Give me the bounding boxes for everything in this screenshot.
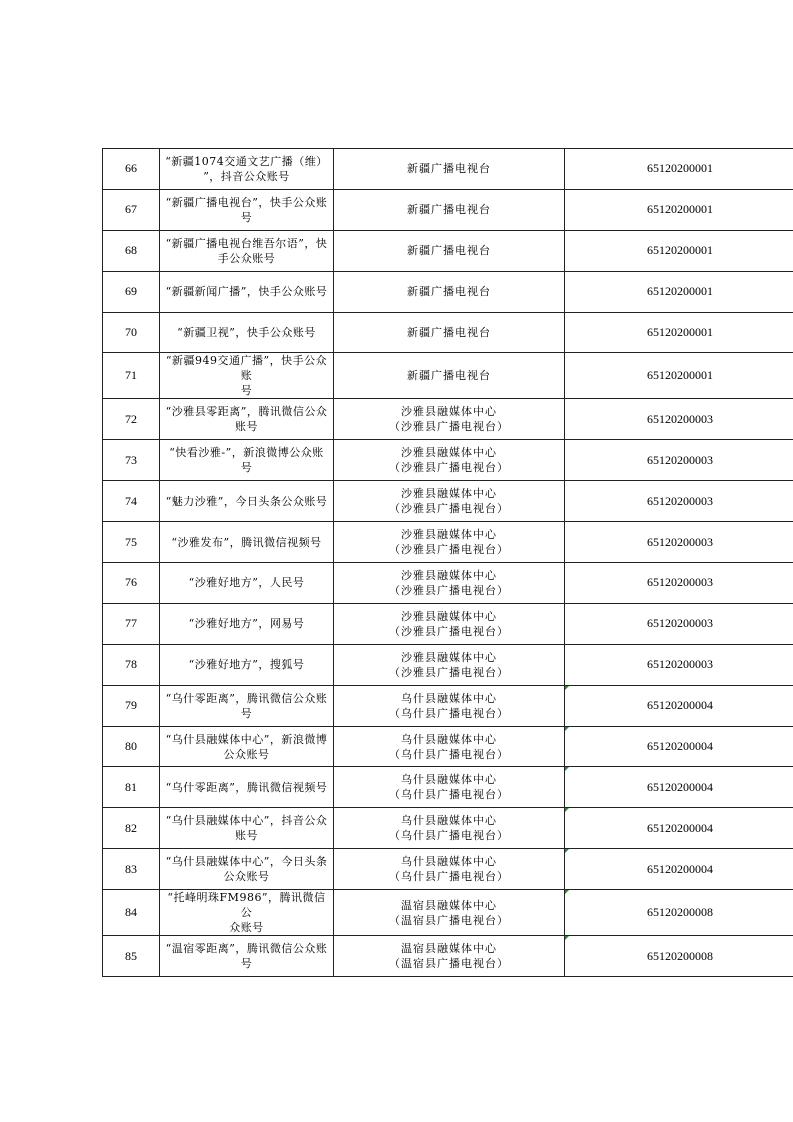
license-code-cell [565,522,793,563]
account-name-cell [160,890,334,936]
row-number-cell: 84 [103,890,160,936]
row-number-cell: 73 [103,440,160,481]
row-number-cell: 81 [103,767,160,808]
row-number-cell: 69 [103,271,160,312]
license-code-text: 65120200001 [647,243,713,258]
row-number-cell: 76 [103,563,160,604]
license-code-text: 65120200003 [647,493,713,508]
account-name-line: “新疆1074交通文艺广播（维） [165,154,328,168]
cell-error-marker-icon [565,808,569,812]
cell-error-marker-icon [565,890,569,894]
license-code-text: 65120200004 [647,820,713,835]
account-name-line: 手公众账号 [217,251,276,265]
organization-line: （乌什县广播电视台） [389,829,509,843]
license-code-cell [565,149,793,190]
license-code-cell [565,849,793,890]
row-number-cell: 74 [103,481,160,522]
table-row [103,685,793,726]
organization-line: （沙雅县广播电视台） [389,420,509,434]
account-name-line: 号 [240,384,253,398]
row-number-cell: 75 [103,522,160,563]
organization-line: 沙雅县融媒体中心 [401,528,497,542]
organization-line: （沙雅县广播电视台） [389,543,509,557]
license-code-cell [565,399,793,440]
organization-line: （乌什县广播电视台） [389,788,509,802]
account-name-line: “魅力沙雅”，今日头条公众账号 [165,494,328,508]
table-row [103,849,793,890]
license-code-cell [565,312,793,353]
license-code-cell [565,230,793,271]
organization-line: （沙雅县广播电视台） [389,583,509,597]
license-code-text: 65120200003 [647,575,713,590]
row-number-cell: 83 [103,849,160,890]
organization-line: 新疆广播电视台 [407,285,491,299]
license-code-text: 65120200001 [647,368,713,383]
organization-cell [334,149,565,190]
account-name-line: ”，抖音公众账号 [203,169,290,183]
license-code-cell [565,440,793,481]
table-row [103,644,793,685]
license-code-cell [565,644,793,685]
organization-line: 沙雅县融媒体中心 [401,609,497,623]
account-name-line: “温宿零距离”，腾讯微信公众账 [165,942,328,956]
row-number-cell: 85 [103,936,160,977]
account-name-cell [160,353,334,399]
license-code-cell [565,563,793,604]
account-name-cell [160,808,334,849]
organization-line: 新疆广播电视台 [407,162,491,176]
account-name-cell [160,440,334,481]
account-name-cell [160,230,334,271]
table-row [103,230,793,271]
table-row [103,767,793,808]
organization-line: （沙雅县广播电视台） [389,665,509,679]
account-name-cell [160,849,334,890]
account-name-line: “沙雅好地方”，人民号 [188,576,305,590]
table-row [103,149,793,190]
row-number-cell: 68 [103,230,160,271]
row-number-cell: 71 [103,353,160,399]
license-code-text: 65120200008 [647,948,713,963]
account-name-line: 公众账号 [223,870,270,884]
organization-cell [334,563,565,604]
license-code-text: 65120200001 [647,202,713,217]
account-name-cell [160,726,334,767]
organization-cell [334,440,565,481]
account-name-cell [160,603,334,644]
account-name-cell [160,149,334,190]
account-name-line: “乌什县融媒体中心”，新浪微博 [165,732,328,746]
organization-line: （温宿县广播电视台） [389,913,509,927]
license-code-cell [565,603,793,644]
organization-line: （沙雅县广播电视台） [389,461,509,475]
account-name-line: “乌什县融媒体中心”，今日头条 [165,855,328,869]
table-row [103,271,793,312]
organization-line: （乌什县广播电视台） [389,870,509,884]
organization-line: 新疆广播电视台 [407,369,491,383]
account-name-line: “新疆广播电视台维吾尔语”，快 [165,236,328,250]
organization-line: 温宿县融媒体中心 [401,898,497,912]
row-number-cell: 72 [103,399,160,440]
table-row [103,440,793,481]
license-code-cell [565,685,793,726]
table-row [103,936,793,977]
cell-error-marker-icon [565,727,569,731]
organization-cell [334,890,565,936]
organization-line: （沙雅县广播电视台） [389,502,509,516]
account-name-line: 号 [240,957,253,971]
account-name-line: “沙雅好地方”，搜狐号 [188,658,305,672]
organization-line: 乌什县融媒体中心 [401,691,497,705]
table-row [103,522,793,563]
account-name-line: “新疆949交通广播”，快手公众账 [165,354,328,383]
organization-line: 沙雅县融媒体中心 [401,487,497,501]
license-code-cell [565,767,793,808]
row-number-cell: 78 [103,644,160,685]
row-number-cell: 80 [103,726,160,767]
license-code-cell [565,936,793,977]
organization-line: 沙雅县融媒体中心 [401,405,497,419]
license-code-text: 65120200003 [647,452,713,467]
account-name-cell [160,522,334,563]
account-name-line: “新疆广播电视台”，快手公众账 [165,195,328,209]
account-name-cell [160,189,334,230]
account-name-line: “乌什县融媒体中心”，抖音公众 [165,814,328,828]
license-code-text: 65120200001 [647,325,713,339]
organization-line: 乌什县融媒体中心 [401,855,497,869]
cell-error-marker-icon [565,936,569,940]
account-name-line: 账号 [235,829,258,843]
registry-table [102,148,793,977]
table-row [103,353,793,399]
organization-cell [334,726,565,767]
license-code-cell [565,808,793,849]
license-code-text: 65120200003 [647,616,713,631]
account-name-line: “沙雅好地方”，网易号 [188,617,305,631]
table-row [103,890,793,936]
license-code-text: 65120200004 [647,861,713,876]
organization-line: 新疆广播电视台 [407,244,491,258]
account-name-cell [160,767,334,808]
organization-cell [334,189,565,230]
organization-line: （温宿县广播电视台） [389,957,509,971]
account-name-cell [160,312,334,353]
account-name-line: “新疆新闻广播”，快手公众账号 [165,285,328,299]
account-name-cell [160,644,334,685]
row-number-cell: 70 [103,312,160,353]
account-name-line: 公众账号 [223,747,270,761]
account-name-line: 众账号 [229,921,264,935]
organization-cell [334,271,565,312]
organization-line: 沙雅县融媒体中心 [401,650,497,664]
license-code-text: 65120200003 [647,534,713,549]
row-number-cell: 66 [103,149,160,190]
account-name-cell [160,271,334,312]
organization-cell [334,808,565,849]
license-code-text: 65120200004 [647,698,713,713]
organization-line: 乌什县融媒体中心 [401,814,497,828]
cell-error-marker-icon [565,767,569,771]
organization-cell [334,312,565,353]
organization-line: （沙雅县广播电视台） [389,624,509,638]
account-name-line: “托峰明珠FM986”，腾讯微信公 [167,891,326,920]
organization-line: （乌什县广播电视台） [389,747,509,761]
table-row [103,726,793,767]
registry-table-body [103,149,793,977]
license-code-cell [565,271,793,312]
row-number-cell: 79 [103,685,160,726]
license-code-cell [565,353,793,399]
row-number-cell: 67 [103,189,160,230]
account-name-cell [160,685,334,726]
account-name-line: 号 [240,706,253,720]
organization-line: 沙雅县融媒体中心 [401,568,497,582]
organization-cell [334,685,565,726]
organization-cell [334,399,565,440]
account-name-cell [160,481,334,522]
organization-cell [334,522,565,563]
account-name-line: 账号 [235,420,258,434]
license-code-cell [565,890,793,936]
table-row [103,481,793,522]
table-row [103,563,793,604]
organization-line: 新疆广播电视台 [407,326,491,339]
license-code-text: 65120200004 [647,779,713,794]
table-row [103,312,793,353]
cell-error-marker-icon [565,849,569,853]
organization-cell [334,230,565,271]
organization-line: 乌什县融媒体中心 [401,773,497,787]
license-code-cell [565,481,793,522]
cell-error-marker-icon [565,686,569,690]
account-name-line: 号 [240,210,253,224]
table-row [103,808,793,849]
account-name-line: “乌什零距离”，腾讯微信公众账 [165,691,328,705]
organization-line: 温宿县融媒体中心 [401,942,497,956]
license-code-text: 65120200003 [647,657,713,672]
license-code-text: 65120200008 [647,905,713,920]
organization-line: （乌什县广播电视台） [389,706,509,720]
organization-cell [334,767,565,808]
account-name-line: “乌什零距离”，腾讯微信视频号 [165,780,328,794]
account-name-line: “快看沙雅-”，新浪微博公众账号 [169,446,324,475]
organization-line: 乌什县融媒体中心 [401,732,497,746]
table-row [103,189,793,230]
license-code-cell [565,726,793,767]
license-code-cell [565,189,793,230]
license-code-text: 65120200001 [647,284,713,299]
organization-cell [334,603,565,644]
row-number-cell: 82 [103,808,160,849]
account-name-line: “沙雅发布”，腾讯微信视频号 [171,535,322,549]
organization-line: 新疆广播电视台 [407,203,491,217]
account-name-cell [160,936,334,977]
table-row [103,399,793,440]
license-code-text: 65120200004 [647,739,713,754]
organization-line: 沙雅县融媒体中心 [401,446,497,460]
account-name-line: “新疆卫视”，快手公众账号 [177,326,316,339]
license-code-text: 65120200001 [647,161,713,176]
organization-cell [334,849,565,890]
account-name-cell [160,399,334,440]
organization-cell [334,936,565,977]
account-name-cell [160,563,334,604]
organization-cell [334,644,565,685]
account-name-line: “沙雅县零距离”，腾讯微信公众 [165,405,328,419]
table-row [103,603,793,644]
license-code-text: 65120200003 [647,411,713,426]
row-number-cell: 77 [103,603,160,644]
organization-cell [334,481,565,522]
organization-cell [334,353,565,399]
